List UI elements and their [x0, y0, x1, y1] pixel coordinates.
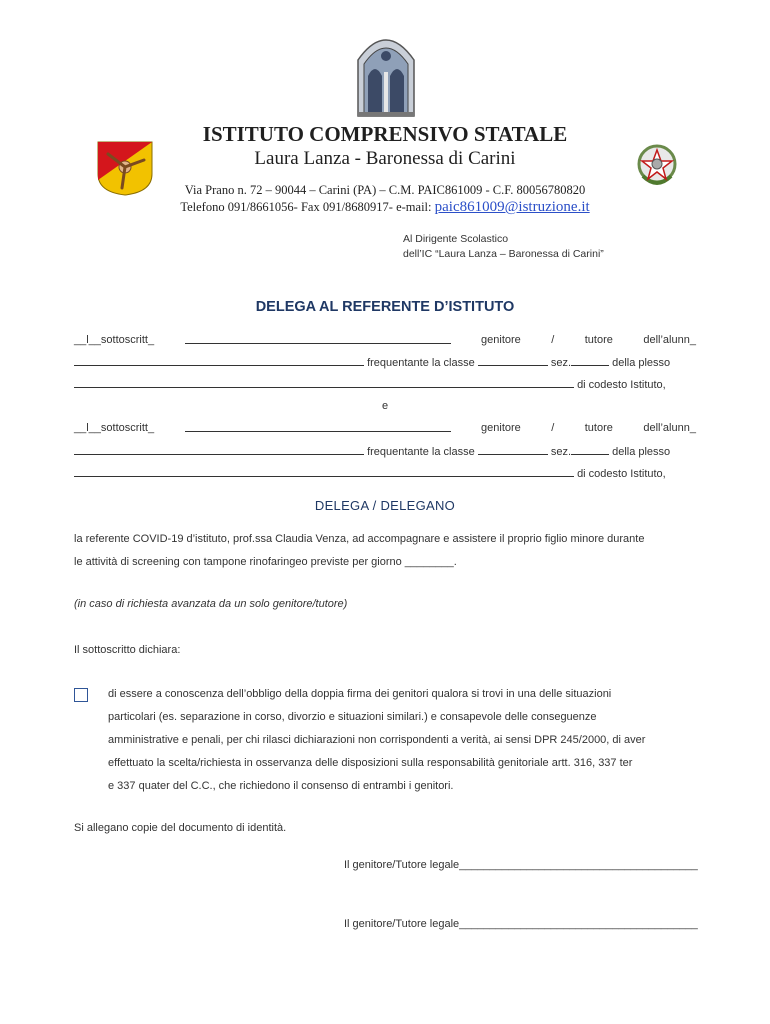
attachments-note: Si allegano copie del documento di identità. — [74, 822, 287, 834]
section-field[interactable] — [571, 445, 609, 455]
recipient-line1: Al Dirigente Scolastico — [403, 233, 509, 245]
delega-heading: DELEGA / DELEGANO — [314, 498, 456, 513]
plesso-label: della plesso — [612, 357, 671, 369]
alunn-label: dell’alunn_ — [643, 422, 696, 434]
slash-label: / — [551, 334, 555, 346]
class-field[interactable] — [478, 356, 548, 366]
tutore-label: tutore — [584, 334, 613, 346]
signature-2 — [344, 918, 698, 930]
plesso-field[interactable] — [74, 467, 574, 477]
tutore-label: tutore — [584, 422, 613, 434]
plesso-field[interactable] — [74, 378, 574, 388]
delegation-line1: la referente COVID-19 d’istituto, prof.ssa Claudia Venza, ad accompagnare e assistere il proprio figlio minore durante — [74, 533, 645, 545]
declaration-line: amministrative e penali, per chi rilasci dichiarazioni non corrispondenti a verità, ai sensi DPR 245/2000, di aver — [108, 734, 646, 746]
frequentante-label: frequentante la classe — [367, 446, 475, 458]
declaration-checkbox[interactable] — [74, 688, 88, 702]
delegation-line2: le attività di screening con tampone rinofaringeo previste per giorno ________. — [74, 556, 457, 568]
name-field[interactable] — [185, 422, 451, 432]
school-building-logo — [354, 26, 418, 118]
declaration-line: e 337 quater del C.C., che richiedono il consenso di entrambi i genitori. — [108, 780, 454, 792]
frequentante-label: frequentante la classe — [367, 357, 475, 369]
email-link[interactable]: paic861009@istruzione.it — [434, 199, 590, 215]
conjunction-e: e — [381, 400, 389, 412]
student-name-field[interactable] — [74, 445, 364, 455]
declares-label: Il sottoscritto dichiara: — [74, 644, 181, 656]
parent2-row1 — [74, 422, 696, 434]
parent1-row2 — [74, 356, 696, 369]
single-parent-note: (in caso di richiesta avanzata da un solo genitore/tutore) — [74, 598, 348, 610]
name-field[interactable] — [185, 334, 451, 344]
school-name: ISTITUTO COMPRENSIVO STATALE — [202, 122, 568, 146]
signature-line[interactable]: _______________________________________ — [459, 859, 698, 871]
alunn-label: dell’alunn_ — [643, 334, 696, 346]
delegation-paragraph — [74, 528, 700, 574]
parent2-row3 — [74, 467, 696, 480]
parent1-row3 — [74, 378, 696, 391]
plesso-label: della plesso — [612, 446, 671, 458]
sottoscritt-label: __l__sottoscritt_ — [74, 422, 155, 434]
contact-prefix: Telefono 091/8661056- Fax 091/8680917- e-mail: — [180, 200, 435, 214]
parent1-row1 — [74, 334, 696, 346]
sottoscritt-label: __l__sottoscritt_ — [74, 334, 155, 346]
class-field[interactable] — [478, 445, 548, 455]
sez-label: sez. — [550, 446, 572, 458]
declaration-text — [108, 683, 698, 798]
signature-label: Il genitore/Tutore legale — [344, 918, 460, 930]
signature-1 — [344, 859, 698, 871]
section-field[interactable] — [571, 356, 609, 366]
genitore-label: genitore — [481, 334, 521, 346]
signature-line[interactable]: _______________________________________ — [459, 918, 698, 930]
school-address: Via Prano n. 72 – 90044 – Carini (PA) – C.M. PAIC861009 - C.F. 80056780820 — [184, 183, 586, 197]
school-contacts — [0, 199, 770, 216]
school-subtitle: Laura Lanza - Baronessa di Carini — [254, 148, 516, 169]
slash-label: / — [551, 422, 555, 434]
declaration-line: particolari (es. separazione in corso, divorzio e situazioni similari.) e consapevole delle conseguenze — [108, 711, 597, 723]
istituto-label: di codesto Istituto, — [577, 468, 666, 480]
student-name-field[interactable] — [74, 356, 364, 366]
declaration-line: effettuato la scelta/richiesta in osservanza delle disposizioni sulla responsabilità genitoriale artt. 316, 337 ter — [108, 757, 633, 769]
genitore-label: genitore — [481, 422, 521, 434]
document-title: DELEGA AL REFERENTE D’ISTITUTO — [255, 299, 515, 315]
parent2-row2 — [74, 445, 696, 458]
declaration-line: di essere a conoscenza dell’obbligo della doppia firma dei genitori qualora si trovi in una delle situazioni — [108, 688, 612, 700]
sez-label: sez. — [550, 357, 572, 369]
recipient-line2: dell’IC “Laura Lanza – Baronessa di Carini” — [403, 248, 604, 260]
istituto-label: di codesto Istituto, — [577, 379, 666, 391]
signature-label: Il genitore/Tutore legale — [344, 859, 460, 871]
